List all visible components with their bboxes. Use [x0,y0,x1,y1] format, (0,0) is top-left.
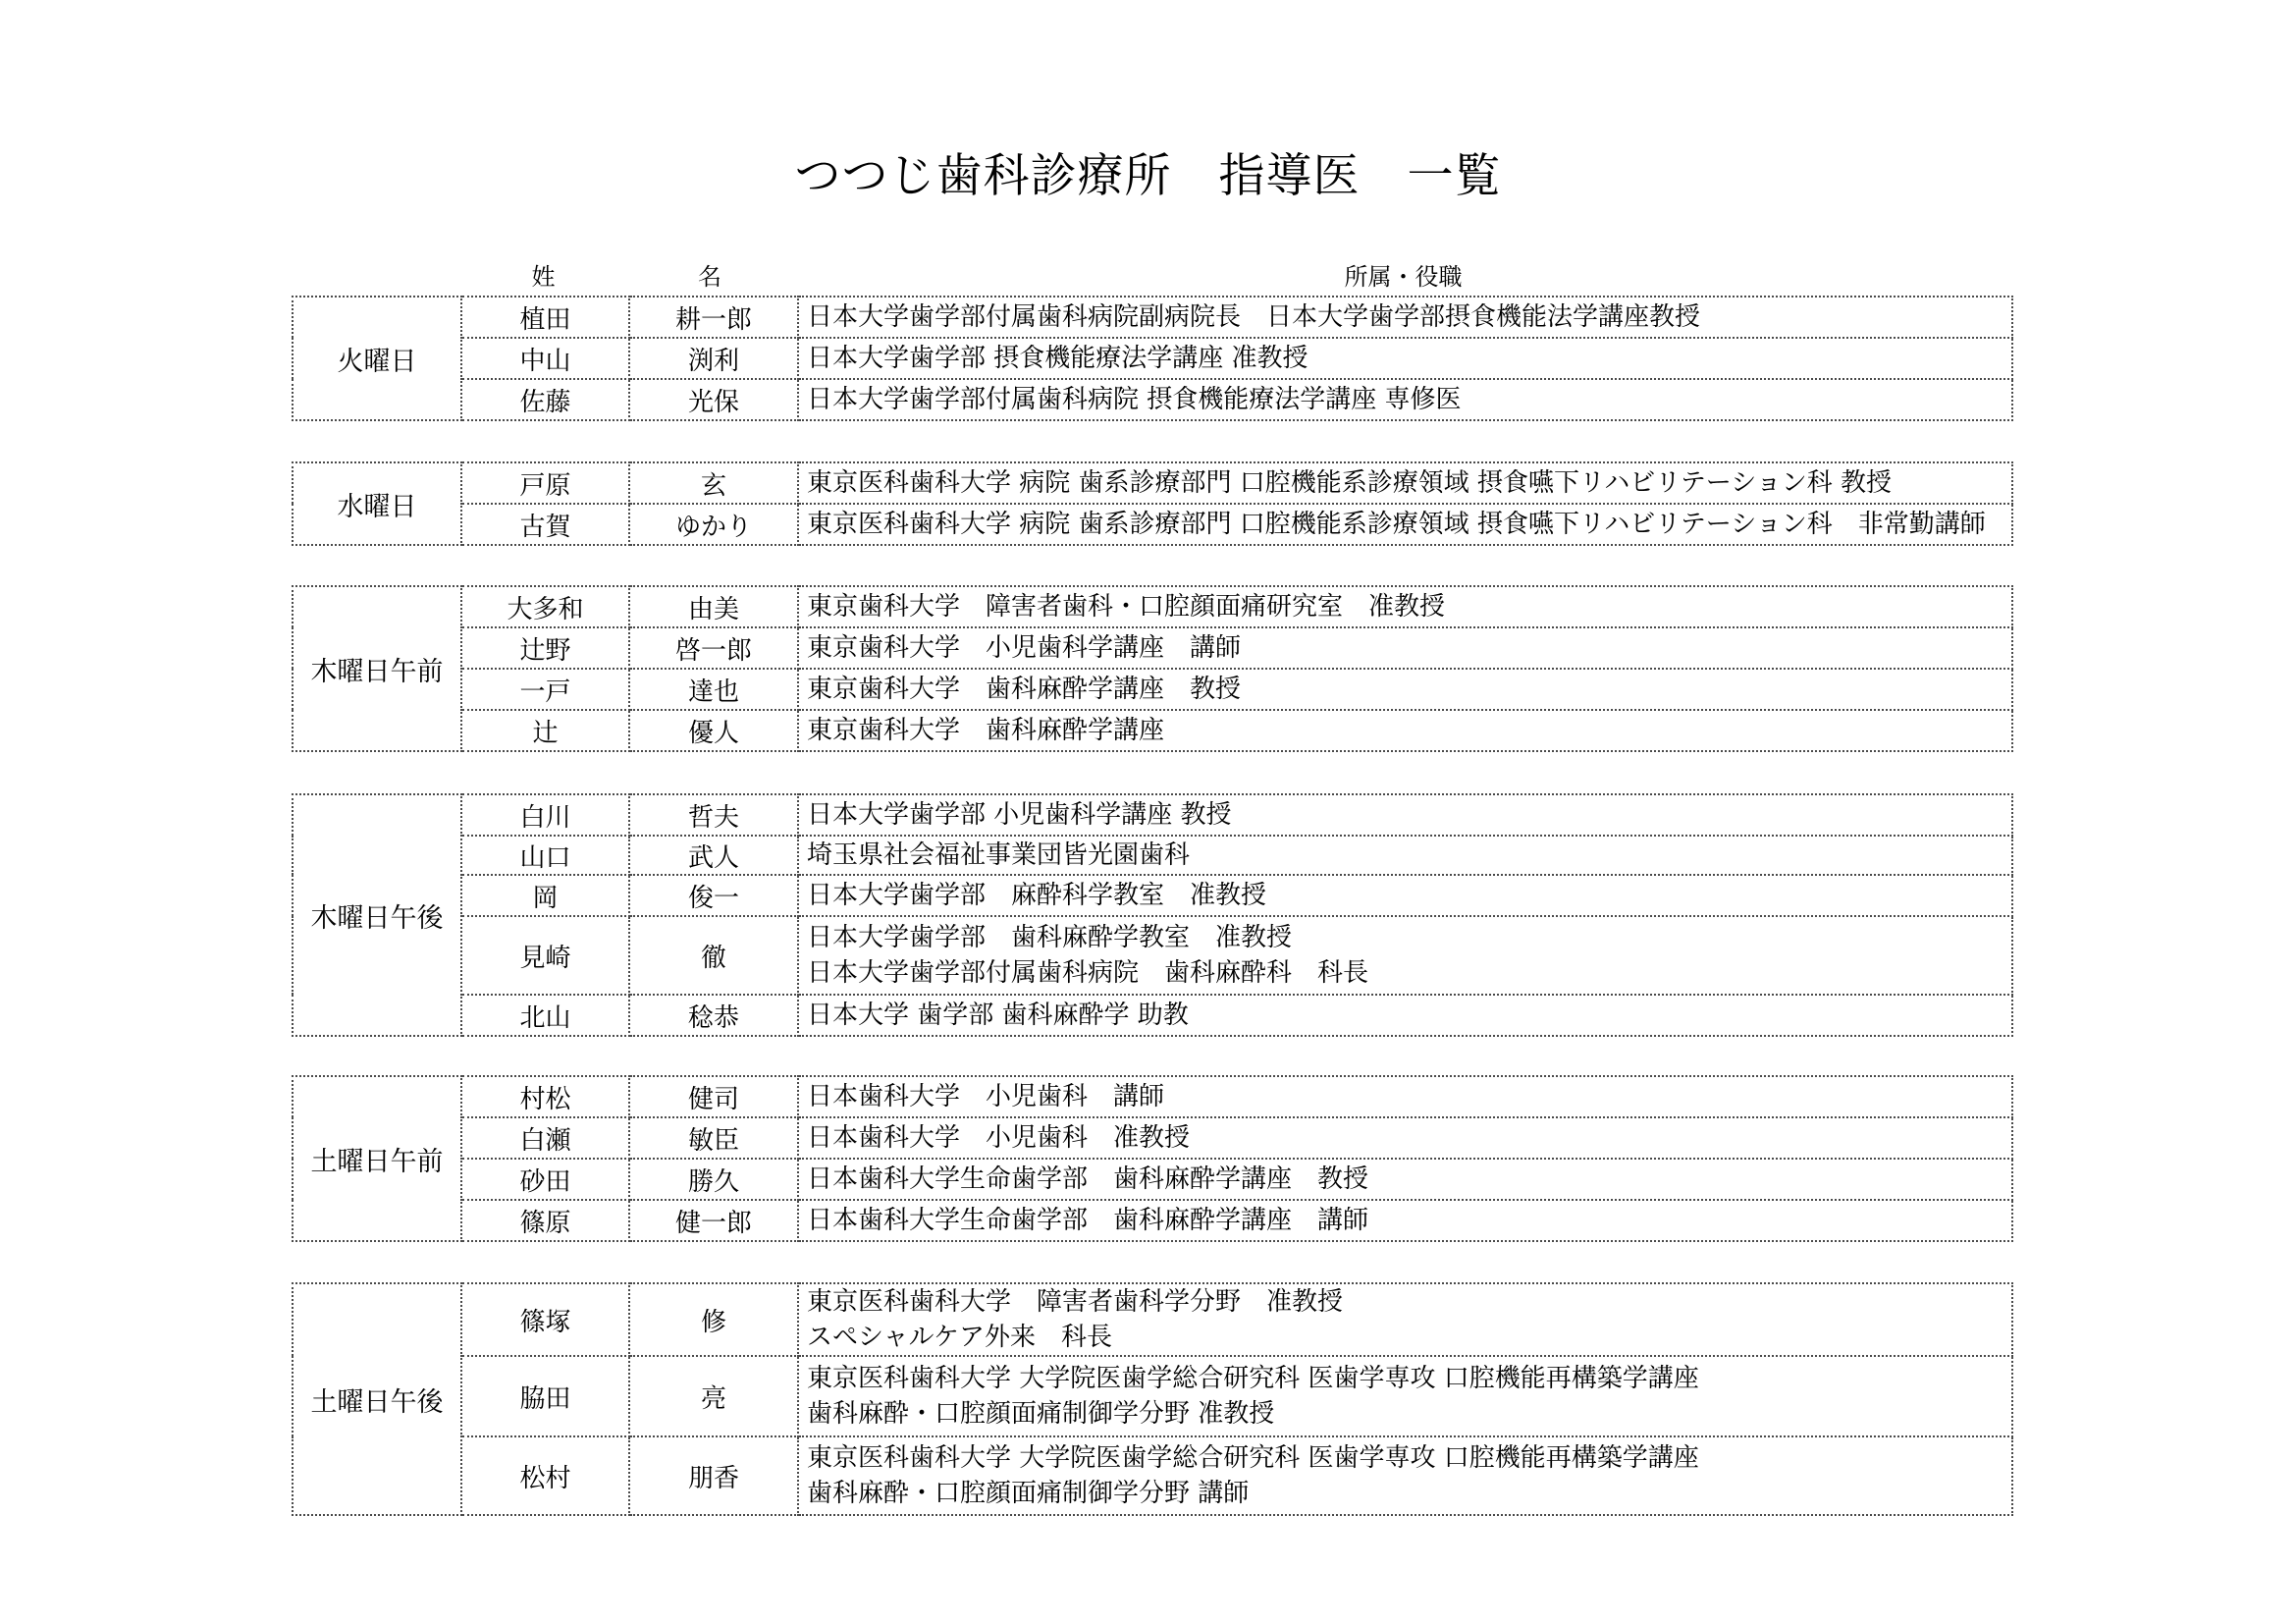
table-row [293,1356,2012,1436]
affiliation-line: 東京歯科大学 小児歯科学講座 講師 [807,633,1242,663]
surname-cell: 村松 [461,1076,629,1117]
given-name-cell: 優人 [629,710,798,751]
surname-cell: 山口 [461,836,629,875]
header-surname: 姓 [531,263,556,291]
table-row [293,1076,2012,1117]
table-row [293,669,2012,710]
surname-cell: 中山 [461,338,629,379]
day-group [292,793,2013,1035]
table-row [293,916,2012,995]
affiliation-line: 日本大学歯学部付属歯科病院副病院長 日本大学歯学部摂食機能法学講座教授 [807,302,1701,332]
surname-cell: 一戸 [461,669,629,710]
affiliation-cell [798,627,2012,669]
affiliation-line: 日本大学歯学部 歯科麻酔学教室 准教授 [807,923,1293,952]
affiliation-line: 日本大学歯学部 摂食機能療法学講座 准教授 [807,344,1308,373]
day-group [292,1075,2013,1240]
affiliation-cell [798,297,2012,338]
affiliation-line: 東京医科歯科大学 大学院医歯学総合研究科 医歯学専攻 口腔機能再構築学講座 [807,1443,1699,1473]
affiliation-line: 日本歯科大学生命歯学部 歯科麻酔学講座 教授 [807,1164,1369,1194]
affiliation-cell [798,710,2012,751]
affiliation-cell [798,379,2012,420]
affiliation-cell [798,1159,2012,1200]
day-label: 土曜日午後 [293,1283,461,1515]
surname-cell: 篠原 [461,1200,629,1241]
surname-cell: 古賀 [461,504,629,545]
affiliation-line: 日本歯科大学 小児歯科 准教授 [807,1123,1191,1153]
given-name-cell: 健司 [629,1076,798,1117]
table-row [293,1200,2012,1241]
surname-cell: 見崎 [461,916,629,995]
table-row [293,1159,2012,1200]
day-group [292,585,2013,750]
day-group-table [292,585,2013,752]
affiliation-line: 東京歯科大学 歯科麻酔学講座 教授 [807,675,1242,704]
given-name-cell: 敏臣 [629,1117,798,1159]
table-row [293,627,2012,669]
affiliation-cell [798,1076,2012,1117]
surname-cell: 大多和 [461,586,629,627]
given-name-cell: 稔恭 [629,995,798,1036]
day-label: 木曜日午後 [293,794,461,1036]
affiliation-line: 日本大学歯学部 麻酔科学教室 准教授 [807,881,1267,910]
affiliation-line: 東京歯科大学 障害者歯科・口腔顔面痛研究室 准教授 [807,592,1446,622]
affiliation-line: 東京医科歯科大学 病院 歯系診療部門 口腔機能系診療領域 摂食嚥下リハビリテーション科 非常勤講師 [807,510,1986,539]
surname-cell: 松村 [461,1436,629,1515]
surname-cell: 植田 [461,297,629,338]
affiliation-line: 日本歯科大学生命歯学部 歯科麻酔学講座 講師 [807,1206,1369,1235]
affiliation-line: 埼玉県社会福祉事業団皆光園歯科 [807,840,1191,870]
day-group [292,1282,2013,1508]
surname-cell: 辻野 [461,627,629,669]
table-row [293,794,2012,836]
affiliation-cell [798,875,2012,916]
surname-cell: 佐藤 [461,379,629,420]
affiliation-line: 歯科麻酔・口腔顔面痛制御学分野 講師 [807,1479,1250,1508]
day-label: 土曜日午前 [293,1076,461,1241]
affiliation-line: 東京医科歯科大学 病院 歯系診療部門 口腔機能系診療領域 摂食嚥下リハビリテーション科 教授 [807,468,1892,498]
surname-cell: 白瀬 [461,1117,629,1159]
affiliation-cell [798,794,2012,836]
table-row [293,1436,2012,1515]
day-group [292,296,2013,419]
given-name-cell: 修 [629,1283,798,1356]
table-row [293,1283,2012,1356]
table-row [293,875,2012,916]
affiliation-line: 日本歯科大学 小児歯科 講師 [807,1082,1165,1111]
day-group-table [292,461,2013,546]
given-name-cell: 玄 [629,462,798,504]
affiliation-line: 歯科麻酔・口腔顔面痛制御学分野 准教授 [807,1399,1275,1429]
given-name-cell: 勝久 [629,1159,798,1200]
affiliation-line: 日本大学歯学部付属歯科病院 摂食機能療法学講座 専修医 [807,385,1462,414]
surname-cell: 戸原 [461,462,629,504]
table-row [293,504,2012,545]
surname-cell: 脇田 [461,1356,629,1436]
given-name-cell: 武人 [629,836,798,875]
affiliation-line: 東京医科歯科大学 大学院医歯学総合研究科 医歯学専攻 口腔機能再構築学講座 [807,1364,1699,1393]
affiliation-cell [798,462,2012,504]
affiliation-cell [798,1283,2012,1356]
affiliation-cell [798,1436,2012,1515]
day-label: 水曜日 [293,462,461,545]
given-name-cell: 俊一 [629,875,798,916]
affiliation-line: 日本大学歯学部 小児歯科学講座 教授 [807,800,1232,830]
affiliation-cell [798,1356,2012,1436]
day-group-table [292,1282,2013,1516]
affiliation-cell [798,669,2012,710]
affiliation-cell [798,338,2012,379]
day-group-table [292,296,2013,421]
surname-cell: 辻 [461,710,629,751]
given-name-cell: 朋香 [629,1436,798,1515]
given-name-cell: ゆかり [629,504,798,545]
table-row [293,297,2012,338]
affiliation-cell [798,1200,2012,1241]
given-name-cell: 啓一郎 [629,627,798,669]
affiliation-cell [798,995,2012,1036]
day-group [292,461,2013,544]
affiliation-cell [798,1117,2012,1159]
given-name-cell: 哲夫 [629,794,798,836]
surname-cell: 砂田 [461,1159,629,1200]
day-group-table [292,793,2013,1037]
given-name-cell: 健一郎 [629,1200,798,1241]
affiliation-cell [798,916,2012,995]
affiliation-line: 東京医科歯科大学 障害者歯科学分野 准教授 [807,1287,1344,1317]
given-name-cell: 渕利 [629,338,798,379]
header-affiliation: 所属・役職 [1344,263,1463,291]
affiliation-cell [798,836,2012,875]
surname-cell: 篠塚 [461,1283,629,1356]
affiliation-line: スペシャルケア外来 科長 [807,1323,1112,1352]
page-title: つつじ歯科診療所 指導医 一覧 [794,149,1502,203]
affiliation-line: 東京歯科大学 歯科麻酔学講座 [807,716,1165,745]
table-row [293,836,2012,875]
given-name-cell: 亮 [629,1356,798,1436]
surname-cell: 北山 [461,995,629,1036]
given-name-cell: 達也 [629,669,798,710]
table-row [293,462,2012,504]
day-group-table [292,1075,2013,1242]
table-row [293,995,2012,1036]
table-row [293,586,2012,627]
given-name-cell: 徹 [629,916,798,995]
affiliation-cell [798,586,2012,627]
given-name-cell: 耕一郎 [629,297,798,338]
surname-cell: 岡 [461,875,629,916]
table-row [293,338,2012,379]
surname-cell: 白川 [461,794,629,836]
given-name-cell: 光保 [629,379,798,420]
affiliation-line: 日本大学 歯学部 歯科麻酔学 助教 [807,1001,1189,1030]
day-label: 木曜日午前 [293,586,461,751]
given-name-cell: 由美 [629,586,798,627]
affiliation-line: 日本大学歯学部付属歯科病院 歯科麻酔科 科長 [807,958,1369,988]
table-row [293,1117,2012,1159]
table-row [293,710,2012,751]
day-label: 火曜日 [293,297,461,420]
header-given: 名 [698,263,721,291]
table-row [293,379,2012,420]
affiliation-cell [798,504,2012,545]
